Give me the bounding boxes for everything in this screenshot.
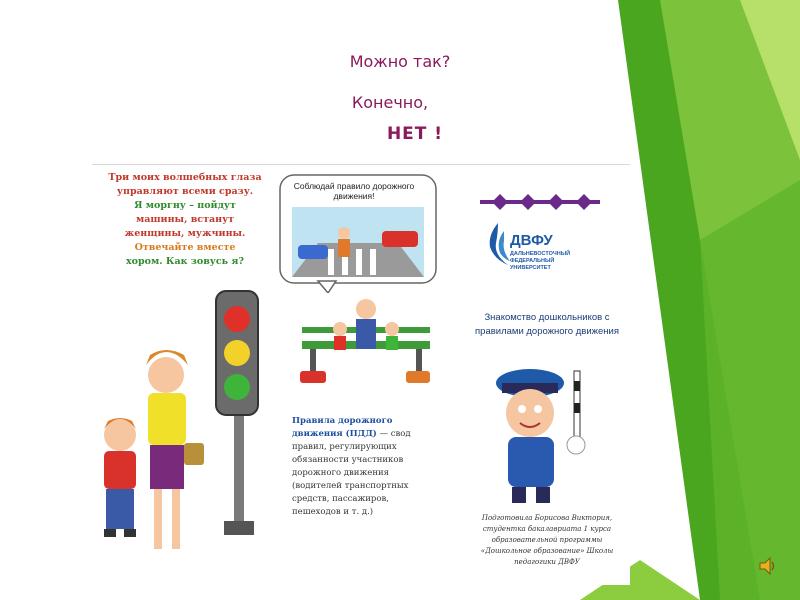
riddle-line: женщины, мужчины.	[124, 228, 246, 239]
slide-line-question: Можно так?	[349, 52, 451, 71]
traffic-policeman-illustration	[482, 361, 602, 511]
bench-scene-illustration	[296, 295, 436, 395]
credits-text: Подготовила Борисова Виктория, студентка бакалавриата 1 курса образовательной программы «Дошкольное образование» Школы педагогики ДВФУ	[480, 514, 614, 566]
brochure-title: Знакомство дошкольников с правилами дорожного движения	[475, 312, 619, 337]
dvfu-sub-line: ДАЛЬНЕВОСТОЧНЫЙ	[510, 251, 571, 257]
speaker-icon[interactable]	[758, 556, 778, 576]
traffic-light-family-illustration	[92, 285, 282, 585]
dvfu-sub-line: УНИВЕРСИТЕТ	[510, 265, 551, 271]
dvfu-logo-subtitle	[510, 251, 630, 272]
bubble-title: Соблюдай правило дорожного движения!	[293, 181, 415, 201]
brochure-image	[92, 164, 630, 585]
rules-term: Правила дорожного движения (ПДД)	[292, 416, 393, 439]
riddle-line: Отвечайте вместе	[134, 242, 236, 253]
riddle-line: хором. Как зовусь я?	[125, 256, 245, 267]
slide-line-answer: Конечно,	[351, 93, 429, 112]
riddle-line: Я моргну – пойдут	[134, 200, 236, 211]
riddle-line: управляют всеми сразу.	[116, 186, 254, 197]
dvfu-emblem-icon	[484, 221, 512, 267]
riddle-line: Три моих волшебных глаза	[108, 172, 262, 183]
rules-text: — свод правил, регулирующих обязанности участников дорожного движения (водителей транспортных средств, пассажиров, пешеходов и т. д.)	[292, 429, 411, 517]
slide-line-no: НЕТ !	[386, 124, 444, 144]
dvfu-sub-line: ФЕДЕРАЛЬНЫЙ	[510, 258, 555, 264]
riddle-line: машины, встанут	[135, 214, 235, 225]
dvfu-logo-name: ДВФУ	[510, 232, 553, 249]
rules-definition	[292, 415, 432, 519]
riddle-text	[100, 171, 270, 269]
ornament-border	[480, 187, 620, 217]
